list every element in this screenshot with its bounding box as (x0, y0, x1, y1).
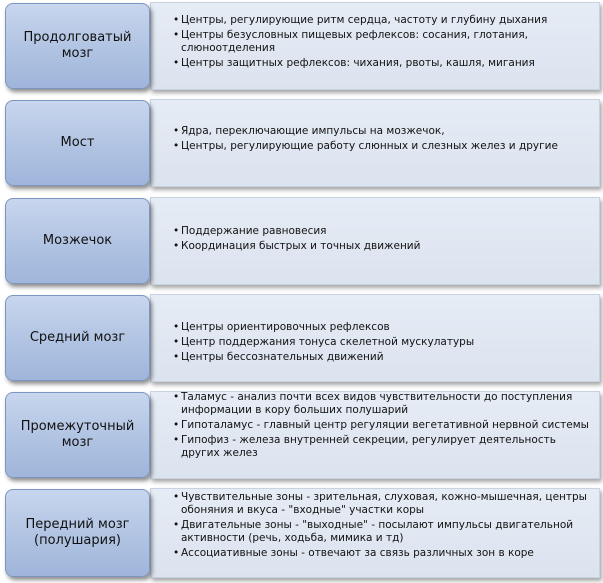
row-label: Промежуточный мозг (20, 419, 135, 450)
list-item: • Гипофиз - железа внутренней секреции, регулирует деятельность других желез (173, 434, 593, 460)
row-label-box (5, 392, 150, 478)
list-item: • Двигательные зоны - "выходные" - посылают импульсы двигательной активности (речь, ходьба, мимика и тд) (173, 519, 593, 545)
row-cerebellum (0, 195, 603, 287)
list-item: • Ассоциативные зоны - отвечают за связь различных зон в коре (173, 547, 593, 560)
row-label-box (5, 295, 150, 381)
row-medulla (0, 0, 603, 92)
list-item: • Центры, регулирующие ритм сердца, частоту и глубину дыхания (173, 14, 593, 27)
row-bullet-list (173, 125, 593, 155)
row-forebrain (0, 486, 603, 580)
list-item: • Поддержание равновесия (173, 225, 593, 238)
list-item: • Центр поддержания тонуса скелетной мускулатуры (173, 336, 593, 349)
list-item: • Центры бессознательных движений (173, 351, 593, 364)
row-diencephalon (0, 389, 603, 481)
row-label: Мозжечок (42, 233, 113, 248)
row-bullet-list (173, 321, 593, 366)
row-label: Средний мозг (29, 330, 126, 345)
list-item: • Ядра, переключающие импульсы на мозжечок, (173, 125, 593, 138)
row-bullet-list (173, 391, 593, 462)
row-bullet-list (173, 225, 593, 255)
row-pons (0, 97, 603, 189)
row-label-box (5, 3, 150, 89)
list-item: • Центры, регулирующие работу слюнных и слезных желез и другие (173, 140, 593, 153)
list-item: • Центры ориентировочных рефлексов (173, 321, 593, 334)
list-item: • Гипоталамус - главный центр регуляции вегетативной нервной системы (173, 419, 593, 432)
list-item: • Таламус - анализ почти всех видов чувствительности до поступления информации в кору больших полушарий (173, 391, 593, 417)
row-label-box (5, 100, 150, 186)
row-bullet-list (173, 14, 593, 72)
list-item: • Центры безусловных пищевых рефлексов: сосания, глотания, слюноотделения (173, 29, 593, 55)
list-item: • Координация быстрых и точных движений (173, 240, 593, 253)
row-label: Продолговатый мозг (23, 30, 132, 61)
row-label: Мост (60, 135, 95, 150)
row-bullet-list (173, 491, 593, 562)
row-label-box (5, 489, 150, 577)
list-item: • Центры защитных рефлексов: чихания, рвоты, кашля, мигания (173, 57, 593, 70)
row-label-box (5, 198, 150, 284)
list-item: • Чувствительные зоны - зрительная, слуховая, кожно-мышечная, центры обоняния и вкуса - "входные" участки коры (173, 491, 593, 517)
row-midbrain (0, 292, 603, 384)
row-label: Передний мозг (полушария) (25, 517, 130, 548)
